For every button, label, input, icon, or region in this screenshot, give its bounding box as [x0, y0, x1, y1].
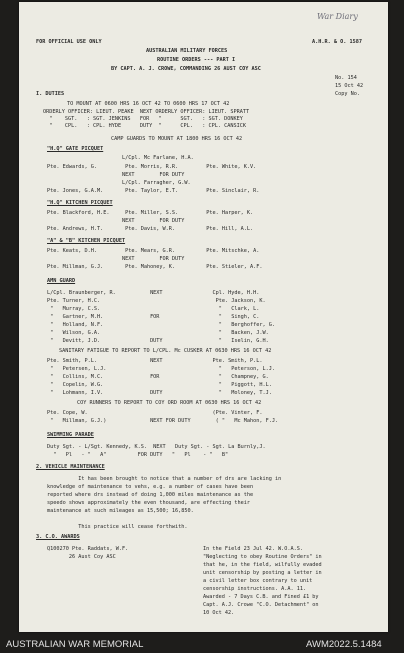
roster-line: L/Cpl. Mc Farlane, H.A.	[47, 155, 194, 161]
roster-line: Pte. Cope, W. (Pte. Vinter, F.	[47, 410, 263, 416]
award-soldier-line: Q100270 Pte. Raddats, W.F.	[47, 546, 129, 552]
roster-line: NEXT FOR DUTY	[47, 172, 185, 178]
award-detail-line: "Neglecting to obey Routine Orders" in	[203, 554, 322, 560]
roster-line: L/Cpl. Farragher, G.W.	[47, 180, 191, 186]
ab-kitchen-heading: "A" & "B" KITCHEN PICQUET	[47, 238, 126, 244]
sanitary-fatigue-line: SANITARY FATIGUE TO REPORT TO L/CPL. Mc CUSKER AT 0630 HRS 16 OCT 42	[59, 348, 272, 354]
handwritten-annotation: War Diary	[317, 12, 358, 21]
document-page	[19, 2, 388, 632]
roster-line: " Murray, C.S. " Clark, L.	[47, 306, 260, 312]
award-detail-line: censorship instructions. A.A. 11.	[203, 586, 307, 592]
roster-line: " Wilson, G.A. " Backen, J.W.	[47, 330, 269, 336]
award-detail-line: Awarded - 7 Days C.B. and Fined £1 by	[203, 594, 319, 600]
award-soldier-line: 26 Aust Coy ASC	[47, 554, 116, 560]
duty-officers-line: " CPL. : CPL. HYDE DUTY " CPL. : CPL. CANSICK	[43, 123, 247, 129]
roster-line: " Gartner, M.H. FOR " Singh, C.	[47, 314, 260, 320]
roster-line: Pte. Andrews, H.T. Pte. Davis, W.R. Pte. Hill, A.L.	[47, 226, 254, 232]
roster-line: Pte. Blackford, H.E. Pte. Miller, S.S. Pte. Harper, K.	[47, 210, 254, 216]
order-date: 15 Oct 42	[335, 83, 364, 89]
roster-line: " Pl - " A" FOR DUTY " Pl - " B"	[47, 452, 229, 458]
hq-gate-heading: "H.Q" GATE PICQUET	[47, 146, 104, 152]
classification: FOR OFFICIAL USE ONLY	[36, 39, 102, 45]
roster-line: Pte. Millman, G.J. Pte. Mahoney, K. Pte. Stieler, A.F.	[47, 264, 263, 270]
roster-line: NEXT FOR DUTY	[47, 256, 185, 262]
issued-by: BY CAPT. A. J. CROWE, COMMANDING 26 AUST COY ASC	[111, 66, 261, 72]
award-detail-line: In the Field 23 Jul 42. W.O.A.S.	[203, 546, 303, 552]
archive-credit: AUSTRALIAN WAR MEMORIAL	[6, 639, 144, 650]
roster-line: " Collins, M.C. FOR " Champney, G.	[47, 374, 269, 380]
paragraph-line: It has been brought to notice that a number of drs are lacking in	[47, 476, 282, 482]
section-1-heading: I. DUTIES	[36, 91, 65, 97]
roster-line: Pte. Keats, D.H. Pte. Mears, G.R. Pte. Mitschke, A.	[47, 248, 260, 254]
award-detail-line: 10 Oct 42.	[203, 610, 235, 616]
award-detail-line: a civil letter box contrary to unit	[203, 578, 313, 584]
roster-line: Pte. Edwards, G. Pte. Morris, R.R. Pte. White, K.V.	[47, 164, 257, 170]
swimming-parade-heading: SWIMMING PARADE	[47, 432, 94, 438]
section-3-heading: 3. C.O. AWARDS	[36, 534, 80, 540]
roster-line: " Petersen, L.J. " Peterson, L.J.	[47, 366, 275, 372]
duty-officers-line: ORDERLY OFFICER: LIEUT. PEAKE NEXT ORDERLY OFFICER: LIEUT. SPRATT	[43, 109, 250, 115]
orders-title: ROUTINE ORDERS --- PART I	[157, 57, 236, 63]
mount-line: TO MOUNT AT 0600 HRS 16 OCT 42 TO 0600 HRS 17 OCT 42	[67, 101, 230, 107]
hq-kitchen-heading: "H.Q" KITCHEN PICQUET	[47, 200, 113, 206]
roster-line: " Millman, G.J.) NEXT FOR DUTY ( " Mc Mahon, F.J.	[47, 418, 279, 424]
roster-line: L/Cpl. Braunberger, R. NEXT Cpl. Hyde, H.H.	[47, 290, 260, 296]
section-2-heading: 2. VEHICLE MAINTENANCE	[36, 464, 105, 470]
roster-line: " Holland, N.F. " Berghoffer, G.	[47, 322, 275, 328]
duty-officers-line: " SGT. : SGT. JENKINS FOR " SGT. : SGT. DONKEY	[43, 116, 243, 122]
paragraph-line: reported where drs instead of doing 1,000 miles maintenance as the	[47, 492, 254, 498]
paragraph-line: maintenance at such mileages as 15,500; 16,850.	[47, 508, 194, 514]
accession-number: AWM2022.5.1484	[306, 639, 382, 650]
paragraph-line: knowledge of maintenance to vehs, e.g. a number of cases have been	[47, 484, 254, 490]
order-number: No. 154	[335, 75, 357, 81]
roster-line: NEXT FOR DUTY	[47, 218, 185, 224]
roster-line: Pte. Turner, H.C. Pte. Jackson, K.	[47, 298, 266, 304]
award-detail-line: unit censorship by posting a letter in	[203, 570, 322, 576]
roster-line: " Lohmann, I.V. DUTY " Moloney, T.J.	[47, 390, 272, 396]
unit-title: AUSTRALIAN MILITARY FORCES	[146, 48, 228, 54]
roster-line: Pte. Smith, P.L. NEXT Pte. Smith, P.L.	[47, 358, 263, 364]
form-number: A.H.R. & O. 1587	[312, 39, 362, 45]
roster-line: Duty Sgt. - L/Sgt. Kennedy, K.S. NEXT Duty Sgt. - Sgt. La Burnly,J.	[47, 444, 266, 450]
camp-guards-line: CAMP GUARDS TO MOUNT AT 1800 HRS 16 OCT 42	[111, 136, 243, 142]
roster-line: " Copelin, W.G. " Piggott, H.L.	[47, 382, 272, 388]
paragraph-line: speedo shows approximately the even thousand, are effecting their	[47, 500, 251, 506]
amn-guard-heading: AMN GUARD	[47, 278, 76, 284]
copy-number: Copy No.	[335, 91, 360, 97]
coy-runners-line: COY RUNNERS TO REPORT TO COY ORD ROOM AT 0630 HRS 16 OCT 42	[77, 400, 262, 406]
award-detail-line: that he, in the field, wilfully evaded	[203, 562, 322, 568]
roster-line: Pte. Jones, G.A.M. Pte. Taylor, E.T. Pte. Sinclair, R.	[47, 188, 260, 194]
award-detail-line: Capt. A.J. Crowe "C.O. Detachment" on	[203, 602, 319, 608]
paragraph-line: This practice will cease forthwith.	[47, 524, 188, 530]
roster-line: " Devitt, J.D. DUTY " Iselin, G.H.	[47, 338, 269, 344]
